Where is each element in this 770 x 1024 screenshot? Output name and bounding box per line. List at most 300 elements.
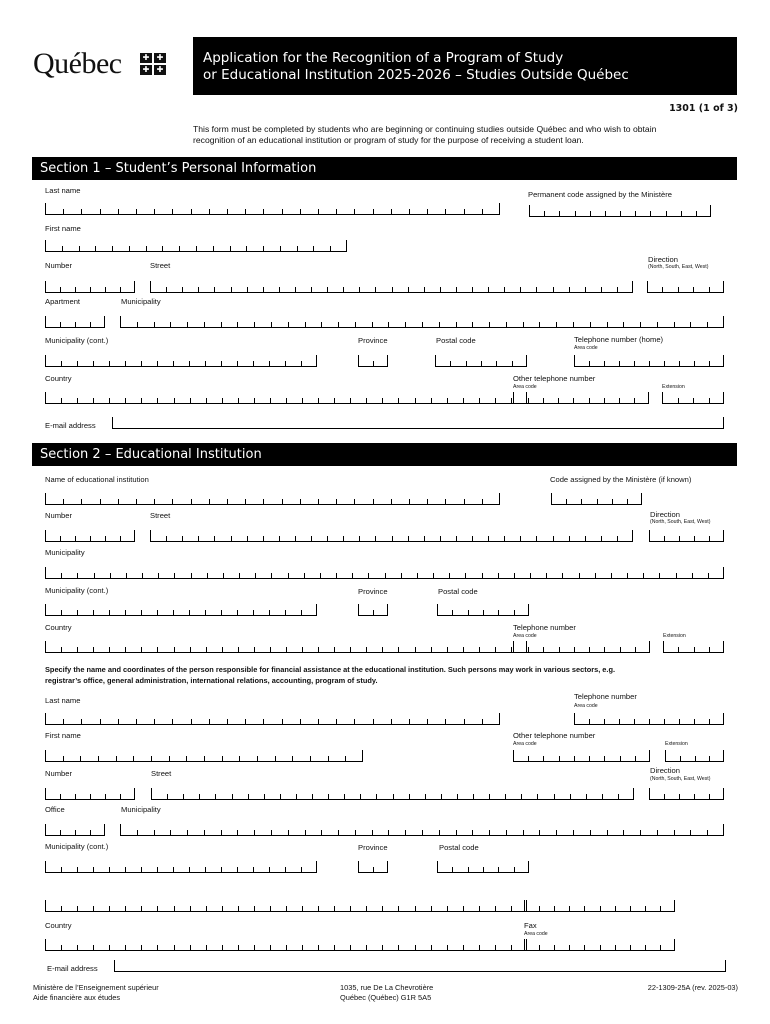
field-tick xyxy=(464,209,465,214)
field-fax[interactable] xyxy=(524,939,675,951)
footer-ministry-line2: Aide financière aux études xyxy=(33,993,121,1002)
field-tick xyxy=(227,209,228,214)
field-contact-extension[interactable] xyxy=(665,750,724,762)
field-tick xyxy=(280,246,281,251)
field-tick xyxy=(472,830,473,835)
field-tick xyxy=(584,906,585,911)
field-tick xyxy=(409,209,410,214)
field-code-assigned[interactable] xyxy=(551,493,642,505)
field-tick xyxy=(312,794,313,799)
field-tick xyxy=(204,322,205,327)
field-tick xyxy=(170,830,171,835)
field-tick xyxy=(627,499,628,504)
label-contact-municipality-cont: Municipality (cont.) xyxy=(45,842,109,851)
field-tick xyxy=(468,610,469,615)
field-tick xyxy=(154,322,155,327)
field-tick xyxy=(619,361,620,366)
field-tick xyxy=(245,499,246,504)
field-tick xyxy=(157,398,158,403)
field-tick xyxy=(105,536,106,541)
field-tick xyxy=(585,287,586,292)
label-last-name: Last name xyxy=(45,186,81,195)
field-tick xyxy=(238,906,239,911)
field-tick xyxy=(300,719,301,724)
field-tick xyxy=(447,906,448,911)
field-tick xyxy=(424,287,425,292)
field-tick xyxy=(579,573,580,578)
field-tick xyxy=(157,647,158,652)
field-permanent-code[interactable] xyxy=(529,205,711,217)
field-tick xyxy=(90,287,91,292)
field-s2-municipality[interactable] xyxy=(45,567,724,579)
field-tick xyxy=(109,361,110,366)
field-contact-postal-code[interactable] xyxy=(437,861,529,873)
label-s2-municipality: Municipality xyxy=(45,548,85,557)
field-tick xyxy=(327,287,328,292)
field-tick xyxy=(558,398,559,403)
field-tick xyxy=(300,209,301,214)
field-contact-telephone[interactable] xyxy=(574,713,724,725)
field-tick xyxy=(600,945,601,950)
field-tick xyxy=(334,906,335,911)
field-s2-municipality-cont[interactable] xyxy=(45,604,317,616)
field-tick xyxy=(482,209,483,214)
field-tick xyxy=(286,647,287,652)
field-tick xyxy=(355,830,356,835)
field-tick xyxy=(520,536,521,541)
field-tick xyxy=(336,499,337,504)
field-tick xyxy=(206,647,207,652)
field-tick xyxy=(345,756,346,761)
field-tick xyxy=(604,756,605,761)
field-tick xyxy=(215,794,216,799)
field-tick xyxy=(521,794,522,799)
field-tick xyxy=(405,322,406,327)
field-tick xyxy=(431,398,432,403)
field-tick xyxy=(141,906,142,911)
field-first-name[interactable] xyxy=(45,240,347,252)
field-tick xyxy=(141,361,142,366)
field-tick xyxy=(173,867,174,872)
field-street[interactable] xyxy=(150,281,633,293)
field-tick xyxy=(600,906,601,911)
field-tick xyxy=(674,322,675,327)
field-tick xyxy=(109,610,110,615)
field-tick xyxy=(285,361,286,366)
field-tick xyxy=(246,246,247,251)
label-s2-extension: Extension xyxy=(663,633,686,639)
field-apartment[interactable] xyxy=(45,316,105,328)
field-tick xyxy=(334,945,335,950)
field-contact-first-name[interactable] xyxy=(45,750,363,762)
label-country: Country xyxy=(45,374,72,383)
intro-text xyxy=(193,124,753,146)
field-tick xyxy=(495,647,496,652)
field-tick xyxy=(472,287,473,292)
field-tick xyxy=(431,945,432,950)
field-s2-telephone[interactable] xyxy=(513,641,650,653)
field-tick xyxy=(296,794,297,799)
field-extension[interactable] xyxy=(662,392,724,404)
field-tick xyxy=(112,246,113,251)
field-tick xyxy=(280,794,281,799)
label-contact-number: Number xyxy=(45,769,73,778)
field-tick xyxy=(620,211,621,216)
fleur-de-lis-flag-icon: ✚ ✚ ✚ ✚ xyxy=(140,53,166,75)
field-tick xyxy=(463,647,464,652)
field-tick xyxy=(690,322,691,327)
field-tick xyxy=(81,719,82,724)
field-s2-province[interactable] xyxy=(358,604,388,616)
field-tick xyxy=(90,794,91,799)
field-tick xyxy=(408,536,409,541)
label-institution-name: Name of educational institution xyxy=(45,475,149,484)
field-tick xyxy=(174,647,175,652)
field-tick xyxy=(146,246,147,251)
field-tick xyxy=(120,794,121,799)
field-tick xyxy=(157,610,158,615)
field-tick xyxy=(350,398,351,403)
field-tick xyxy=(282,499,283,504)
field-contact-extra-short[interactable] xyxy=(524,900,675,912)
label-extension: Extension xyxy=(662,384,685,390)
field-province[interactable] xyxy=(358,355,388,367)
field-tick xyxy=(694,361,695,366)
field-tick xyxy=(382,647,383,652)
field-contact-number[interactable] xyxy=(45,788,135,800)
label-fax: Fax xyxy=(524,921,537,930)
field-tick xyxy=(109,945,110,950)
label-s2-municipality-cont: Municipality (cont.) xyxy=(45,586,109,595)
field-tick xyxy=(373,361,374,366)
field-tick xyxy=(694,719,695,724)
field-tick xyxy=(589,361,590,366)
field-direction[interactable] xyxy=(647,281,724,293)
field-tick xyxy=(415,945,416,950)
field-tick xyxy=(708,573,709,578)
label-contact-email: E-mail address xyxy=(47,964,98,973)
field-tick xyxy=(382,906,383,911)
field-tick xyxy=(666,211,667,216)
field-contact-other-telephone[interactable] xyxy=(513,750,650,762)
field-tick xyxy=(601,536,602,541)
field-tick xyxy=(544,211,545,216)
field-tick xyxy=(292,756,293,761)
field-tick xyxy=(344,794,345,799)
field-tick xyxy=(498,573,499,578)
field-tick xyxy=(227,499,228,504)
field-tick xyxy=(120,287,121,292)
field-tick xyxy=(60,287,61,292)
field-tick xyxy=(77,906,78,911)
field-tick xyxy=(566,499,567,504)
field-tick xyxy=(285,610,286,615)
field-contact-province[interactable] xyxy=(358,861,388,873)
field-tick xyxy=(604,719,605,724)
field-tick xyxy=(479,398,480,403)
field-tick xyxy=(285,867,286,872)
quebec-logo: Québec xyxy=(33,47,122,80)
field-tick xyxy=(318,398,319,403)
field-tick xyxy=(157,945,158,950)
field-tick xyxy=(463,945,464,950)
label-telephone-home: Telephone number (home) xyxy=(574,335,664,344)
label-s2-country: Country xyxy=(45,623,72,632)
field-tick xyxy=(372,830,373,835)
field-tick xyxy=(191,719,192,724)
label-other-telephone: Other telephone number xyxy=(513,374,596,383)
field-tick xyxy=(605,211,606,216)
field-tick xyxy=(279,287,280,292)
field-tick xyxy=(660,945,661,950)
field-tick xyxy=(142,573,143,578)
field-tick xyxy=(186,756,187,761)
field-tick xyxy=(151,756,152,761)
field-tick xyxy=(586,794,587,799)
field-telephone-home[interactable] xyxy=(574,355,724,367)
field-tick xyxy=(466,361,467,366)
field-tick xyxy=(269,361,270,366)
field-tick xyxy=(584,945,585,950)
field-tick xyxy=(678,398,679,403)
field-tick xyxy=(465,573,466,578)
label-contact-street: Street xyxy=(151,769,172,778)
field-office[interactable] xyxy=(45,824,105,836)
field-s2-direction[interactable] xyxy=(649,530,724,542)
field-tick xyxy=(61,945,62,950)
field-tick xyxy=(174,945,175,950)
field-contact-street[interactable] xyxy=(151,788,634,800)
field-municipality-cont[interactable] xyxy=(45,355,317,367)
field-tick xyxy=(488,287,489,292)
field-tick xyxy=(479,945,480,950)
field-tick xyxy=(238,647,239,652)
field-tick xyxy=(166,287,167,292)
field-tick xyxy=(61,573,62,578)
field-tick xyxy=(231,536,232,541)
form-number: 1301 (1 of 3) xyxy=(669,103,738,114)
field-tick xyxy=(209,499,210,504)
field-tick xyxy=(318,945,319,950)
field-tick xyxy=(95,246,96,251)
field-tick xyxy=(191,209,192,214)
footer-address-line1: 1035, rue De La Chevrotière xyxy=(340,983,434,992)
field-tick xyxy=(279,536,280,541)
label-municipality-cont: Municipality (cont.) xyxy=(45,336,109,345)
label-permanent-code: Permanent code assigned by the Ministère xyxy=(528,190,672,199)
field-tick xyxy=(93,610,94,615)
field-contact-municipality[interactable] xyxy=(120,824,724,836)
field-tick xyxy=(620,647,621,652)
field-tick xyxy=(359,287,360,292)
label-contact-other-area-code: Area code xyxy=(513,741,537,747)
field-tick xyxy=(695,756,696,761)
field-tick xyxy=(190,906,191,911)
field-tick xyxy=(528,647,529,652)
field-tick xyxy=(328,794,329,799)
field-tick xyxy=(169,756,170,761)
field-tick xyxy=(373,499,374,504)
field-tick xyxy=(352,573,353,578)
field-tick xyxy=(559,756,560,761)
field-tick xyxy=(60,536,61,541)
field-tick xyxy=(445,499,446,504)
field-tick xyxy=(264,794,265,799)
field-tick xyxy=(125,867,126,872)
field-other-telephone[interactable] xyxy=(513,392,649,404)
field-s2-extension[interactable] xyxy=(663,641,724,653)
field-tick xyxy=(709,794,710,799)
field-tick xyxy=(166,536,167,541)
field-tick xyxy=(511,906,512,911)
field-tick xyxy=(205,610,206,615)
field-tick xyxy=(359,536,360,541)
field-tick xyxy=(157,906,158,911)
field-tick xyxy=(320,573,321,578)
field-tick xyxy=(511,398,512,403)
field-tick xyxy=(709,398,710,403)
field-tick xyxy=(679,719,680,724)
field-tick xyxy=(607,830,608,835)
field-tick xyxy=(707,322,708,327)
field-tick xyxy=(61,647,62,652)
field-tick xyxy=(417,573,418,578)
contact-person-note xyxy=(45,664,735,686)
field-tick xyxy=(270,647,271,652)
field-tick xyxy=(634,398,635,403)
field-email[interactable] xyxy=(112,417,724,429)
label-contact-country: Country xyxy=(45,921,72,930)
form-title-line1: Application for the Recognition of a Program of Study xyxy=(203,50,564,66)
label-s2-direction-sub: (North, South, East, West) xyxy=(650,519,711,525)
field-tick xyxy=(659,573,660,578)
field-tick xyxy=(205,361,206,366)
field-contact-municipality-cont[interactable] xyxy=(45,861,317,873)
field-tick xyxy=(230,246,231,251)
field-tick xyxy=(154,499,155,504)
field-tick xyxy=(537,794,538,799)
field-tick xyxy=(125,906,126,911)
field-tick xyxy=(282,209,283,214)
field-tick xyxy=(449,573,450,578)
field-tick xyxy=(302,945,303,950)
field-municipality[interactable] xyxy=(120,316,724,328)
field-tick xyxy=(157,867,158,872)
field-tick xyxy=(136,719,137,724)
field-tick xyxy=(222,647,223,652)
field-tick xyxy=(137,322,138,327)
field-contact-email[interactable] xyxy=(114,960,726,972)
field-tick xyxy=(191,573,192,578)
field-tick xyxy=(321,322,322,327)
field-number[interactable] xyxy=(45,281,135,293)
field-tick xyxy=(237,830,238,835)
field-tick xyxy=(570,794,571,799)
field-tick xyxy=(247,536,248,541)
field-tick xyxy=(98,756,99,761)
field-s2-country[interactable] xyxy=(45,641,527,653)
field-tick xyxy=(338,830,339,835)
field-tick xyxy=(589,647,590,652)
field-tick xyxy=(222,945,223,950)
field-tick xyxy=(141,867,142,872)
field-tick xyxy=(187,830,188,835)
label-municipality: Municipality xyxy=(121,297,161,306)
form-title-banner xyxy=(193,37,737,95)
field-postal-code[interactable] xyxy=(435,355,527,367)
field-tick xyxy=(590,830,591,835)
field-tick xyxy=(373,610,374,615)
field-tick xyxy=(554,906,555,911)
field-tick xyxy=(209,209,210,214)
field-tick xyxy=(271,830,272,835)
label-contact-other-telephone: Other telephone number xyxy=(513,731,596,740)
field-contact-country[interactable] xyxy=(45,939,527,951)
field-tick xyxy=(313,246,314,251)
field-institution-name[interactable] xyxy=(45,493,500,505)
field-s2-street[interactable] xyxy=(150,530,633,542)
field-tick xyxy=(238,945,239,950)
field-tick xyxy=(456,536,457,541)
field-tick xyxy=(373,719,374,724)
field-tick xyxy=(77,647,78,652)
field-tick xyxy=(366,398,367,403)
field-contact-direction[interactable] xyxy=(649,788,724,800)
field-tick xyxy=(237,610,238,615)
field-tick xyxy=(154,209,155,214)
field-tick xyxy=(589,756,590,761)
field-tick xyxy=(270,906,271,911)
field-tick xyxy=(679,361,680,366)
field-contact-last-name[interactable] xyxy=(45,713,500,725)
label-direction: Direction xyxy=(648,255,678,264)
field-tick xyxy=(694,647,695,652)
field-tick xyxy=(447,647,448,652)
field-tick xyxy=(162,246,163,251)
field-tick xyxy=(245,209,246,214)
field-tick xyxy=(457,794,458,799)
field-tick xyxy=(368,573,369,578)
field-tick xyxy=(481,361,482,366)
field-contact-extra-line[interactable] xyxy=(45,900,527,912)
field-tick xyxy=(330,246,331,251)
field-tick xyxy=(694,536,695,541)
field-tick xyxy=(154,830,155,835)
field-tick xyxy=(190,945,191,950)
label-s2-street: Street xyxy=(150,511,171,520)
field-tick xyxy=(174,906,175,911)
field-tick xyxy=(125,945,126,950)
field-country[interactable] xyxy=(45,392,527,404)
field-tick xyxy=(136,499,137,504)
field-tick xyxy=(318,499,319,504)
field-s2-postal-code[interactable] xyxy=(437,604,529,616)
field-tick xyxy=(237,361,238,366)
field-tick xyxy=(482,499,483,504)
field-tick xyxy=(514,573,515,578)
field-tick xyxy=(679,536,680,541)
field-tick xyxy=(302,906,303,911)
field-tick xyxy=(511,945,512,950)
field-s2-number[interactable] xyxy=(45,530,135,542)
field-tick xyxy=(304,573,305,578)
field-last-name[interactable] xyxy=(45,203,500,215)
field-tick xyxy=(254,322,255,327)
field-tick xyxy=(627,573,628,578)
field-tick xyxy=(607,322,608,327)
field-tick xyxy=(447,945,448,950)
field-tick xyxy=(158,573,159,578)
